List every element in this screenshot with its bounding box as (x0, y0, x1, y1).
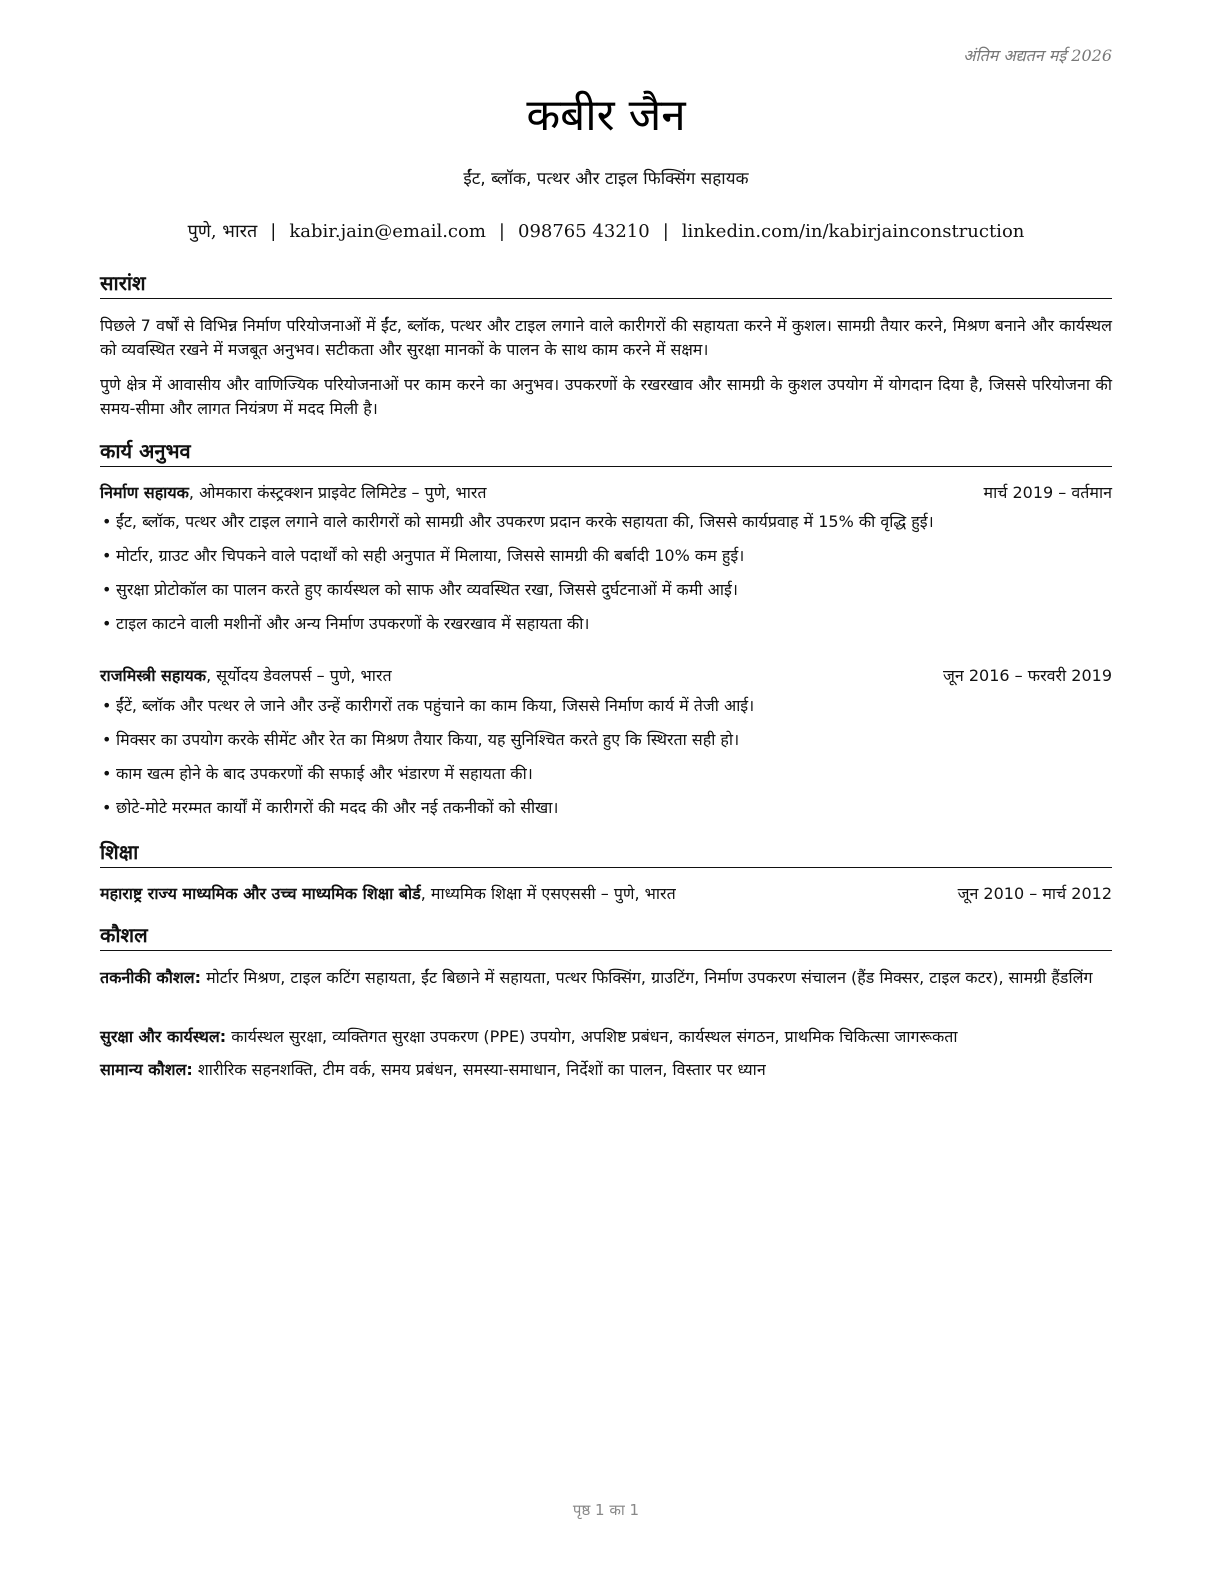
list-item (100, 578, 1112, 612)
job-header (100, 481, 1112, 505)
bullet-icon: • (102, 512, 112, 531)
skill-label: तकनीकी कौशल: (100, 968, 201, 987)
list-item (100, 694, 1112, 728)
list-item (100, 510, 1112, 544)
bullet-icon: • (102, 614, 112, 633)
bullet-icon: • (102, 696, 112, 715)
skill-text: मोर्टार मिश्रण, टाइल कटिंग सहायता, ईंट बिछाने में सहायता, पत्थर फिक्सिंग, ग्राउटिंग, निर्माण उपकरण संचालन (हैंड मिक्सर, टाइल कटर), सामग्री हैंडलिंग (201, 968, 1093, 987)
contact-line (100, 218, 1112, 246)
job-dates: मार्च 2019 – वर्तमान (983, 483, 1112, 502)
education-detail: , माध्यमिक शिक्षा में एसएससी – पुणे, भारत (420, 884, 676, 903)
skill-group-general (100, 1058, 1112, 1082)
bullet-text: काम खत्म होने के बाद उपकरणों की सफाई और भंडारण में सहायता की। (116, 764, 533, 783)
bullet-text: ईंटें, ब्लॉक और पत्थर ले जाने और उन्हें कारीगरों तक पहुंचाने का काम किया, जिससे निर्माण कार्य में तेजी आई। (116, 696, 755, 715)
summary-paragraph: पिछले 7 वर्षों से विभिन्न निर्माण परियोजनाओं में ईंट, ब्लॉक, पत्थर और टाइल लगाने वाले कारीगरों की सहायता करने में कुशल। सामग्री तैयार करने, मिश्रण बनाने और कार्यस्थल को व्यवस्थित रखने में मजबूत अनुभव। सटीकता और सुरक्षा मानकों के पालन के साथ काम करने में सक्षम। (100, 316, 1112, 359)
job-role: निर्माण सहायक (100, 483, 189, 502)
list-item (100, 796, 1112, 830)
last-updated-note: अंतिम अद्यतन मई 2026 (963, 46, 1112, 65)
bullet-icon: • (102, 580, 112, 599)
bullet-icon: • (102, 546, 112, 565)
contact-separator: | (270, 221, 277, 242)
job-employer: , सूर्योदय डेवलपर्स – पुणे, भारत (206, 666, 392, 685)
section-heading-experience: कार्य अनुभव (100, 436, 1112, 467)
resume-page (100, 0, 1112, 1584)
section-heading-summary: सारांश (100, 268, 1112, 299)
bullet-icon: • (102, 798, 112, 817)
skill-text: शारीरिक सहनशक्ति, टीम वर्क, समय प्रबंधन, समस्या-समाधान, निर्देशों का पालन, विस्तार पर ध्यान (192, 1060, 766, 1079)
education-dates: जून 2010 – मार्च 2012 (957, 884, 1112, 903)
skill-group-technical (100, 966, 1112, 990)
section-heading-skills: कौशल (100, 920, 1112, 951)
bullet-icon: • (102, 730, 112, 749)
bullet-text: मोर्टार, ग्राउट और चिपकने वाले पदार्थों को सही अनुपात में मिलाया, जिससे सामग्री की बर्बादी 10% कम हुई। (116, 546, 745, 565)
skill-label: सुरक्षा और कार्यस्थल: (100, 1027, 227, 1046)
education-institution: महाराष्ट्र राज्य माध्यमिक और उच्च माध्यमिक शिक्षा बोर्ड (100, 884, 421, 903)
contact-separator: | (662, 221, 669, 242)
candidate-title: ईंट, ब्लॉक, पत्थर और टाइल फिक्सिंग सहायक (463, 169, 749, 189)
bullet-text: टाइल काटने वाली मशीनों और अन्य निर्माण उपकरणों के रखरखाव में सहायता की। (116, 614, 590, 633)
list-item (100, 728, 1112, 762)
bullet-icon: • (102, 764, 112, 783)
contact-email[interactable]: kabir.jain@email.com (289, 221, 486, 242)
bullet-text: छोटे-मोटे मरम्मत कार्यों में कारीगरों की मदद की और नई तकनीकों को सीखा। (116, 798, 559, 817)
bullet-text: सुरक्षा प्रोटोकॉल का पालन करते हुए कार्यस्थल को साफ और व्यवस्थित रखा, जिससे दुर्घटनाओं में कमी आई। (116, 580, 738, 599)
job-employer: , ओमकारा कंस्ट्रक्शन प्राइवेट लिमिटेड – पुणे, भारत (188, 483, 487, 502)
skill-group-safety (100, 1025, 1112, 1049)
contact-linkedin[interactable]: linkedin.com/in/kabirjainconstruction (681, 221, 1025, 242)
page-number: पृष्ठ 1 का 1 (572, 1501, 640, 1519)
job-dates: जून 2016 – फरवरी 2019 (943, 666, 1112, 685)
job-header (100, 664, 1112, 688)
section-heading-education: शिक्षा (100, 837, 1112, 868)
skill-text: कार्यस्थल सुरक्षा, व्यक्तिगत सुरक्षा उपकरण (PPE) उपयोग, अपशिष्ट प्रबंधन, कार्यस्थल संगठन, प्राथमिक चिकित्सा जागरूकता (226, 1027, 958, 1046)
contact-phone: 098765 43210 (518, 221, 650, 242)
candidate-name: कबीर जैन (526, 90, 686, 141)
contact-location: पुणे, भारत (187, 221, 258, 242)
list-item (100, 612, 1112, 646)
summary-paragraph: पुणे क्षेत्र में आवासीय और वाणिज्यिक परियोजनाओं पर काम करने का अनुभव। उपकरणों के रखरखाव और सामग्री के कुशल उपयोग में योगदान दिया है, जिससे परियोजना की समय-सीमा और लागत नियंत्रण में मदद मिली है। (100, 375, 1112, 418)
list-item (100, 762, 1112, 796)
contact-separator: | (498, 221, 505, 242)
skill-label: सामान्य कौशल: (100, 1060, 193, 1079)
job-bullet-list (100, 510, 1112, 646)
bullet-text: मिक्सर का उपयोग करके सीमेंट और रेत का मिश्रण तैयार किया, यह सुनिश्चित करते हुए कि स्थिरता सही हो। (116, 730, 740, 749)
education-entry (100, 882, 1112, 906)
list-item (100, 544, 1112, 578)
job-bullet-list (100, 694, 1112, 830)
job-role: राजमिस्त्री सहायक (100, 666, 207, 685)
bullet-text: ईंट, ब्लॉक, पत्थर और टाइल लगाने वाले कारीगरों को सामग्री और उपकरण प्रदान करके सहायता की, जिससे कार्यप्रवाह में 15% की वृद्धि हुई। (116, 512, 934, 531)
